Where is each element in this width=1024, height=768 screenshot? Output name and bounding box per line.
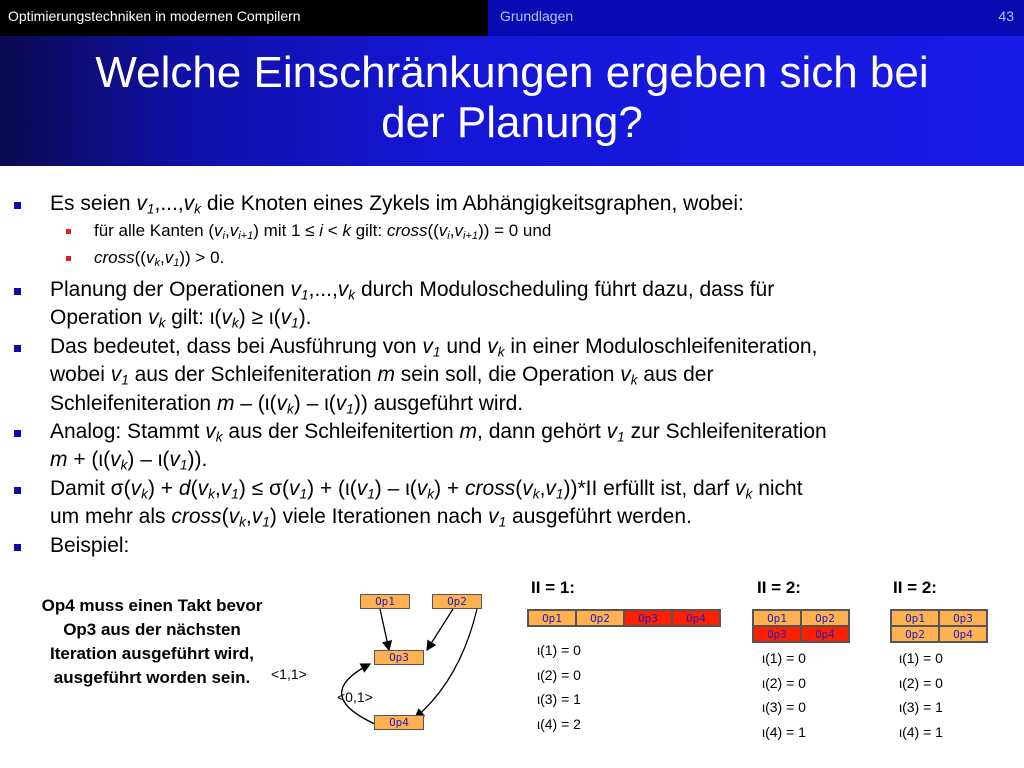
edge-label-0-1: <0,1> (337, 689, 373, 705)
schedule-2-cell: Op3 (753, 626, 801, 642)
course-title: Optimierungstechniken in modernen Compilern (0, 0, 488, 36)
graph-node-op1: Op1 (360, 594, 410, 609)
schedule-3-cell: Op3 (939, 610, 987, 626)
bullet-1b: $cross((v_k,v_1)) > 0$. (10, 247, 1010, 274)
iota-value: ι(2) = 0 (762, 674, 806, 691)
graph-node-op2: Op2 (432, 594, 482, 609)
title-line-2: der Planung? (381, 98, 643, 147)
bullet-1: Es seien $v_1,...,v_k$ die Knoten eines Zykels im Abhängigkeitsgraphen, wobei: (10, 192, 1010, 220)
schedule-3-table (890, 609, 988, 643)
bullet-6: Beispiel: (10, 534, 1010, 557)
iota-value: ι(4) = 1 (899, 723, 943, 740)
dependency-graph (255, 580, 515, 750)
chapter-label: Grundlagen (500, 8, 574, 24)
edge-op1-op3 (380, 609, 389, 650)
graph-node-op4: Op4 (374, 715, 424, 730)
iota-value: ι(3) = 0 (762, 699, 806, 715)
title-line-1: Welche Einschränkungen ergeben sich bei (95, 48, 929, 97)
bullet-3: Das bedeutet, dass bei Ausführung von $v_1$ und $v_k$ in einer Moduloschleifeniteration, wobei $v_1$ aus der Schleifeniteration m sein soll, die Operation $v_k$ aus der Schleifeniteration m – $(\iota(v_k) - \iota(v_1))$ ausgeführt wird. (10, 335, 1010, 420)
iota-value: ι(3) = 1 (899, 699, 943, 715)
edge-op2-op4 (415, 609, 477, 718)
iota-value: ι(1) = 0 (537, 642, 581, 658)
page-number: 43 (998, 8, 1014, 24)
iota-value: ι(2) = 0 (537, 666, 581, 683)
schedule-3-cell: Op4 (939, 626, 987, 642)
schedule-1-cell: Op1 (528, 610, 576, 626)
iota-value: ι(3) = 1 (537, 691, 581, 707)
edge-label-1-1: <1,1> (271, 666, 307, 682)
schedule-2-label: II = 2: (757, 578, 801, 597)
schedule-1-cell: Op4 (672, 610, 720, 626)
chapter-title (488, 0, 1024, 36)
iota-value: ι(1) = 0 (762, 650, 806, 666)
schedule-3-iota (899, 646, 943, 744)
schedule-1-iota (537, 638, 581, 736)
graph-node-op3: Op3 (374, 650, 424, 665)
schedule-1-label: II = 1: (531, 578, 575, 597)
iota-value: ι(4) = 1 (762, 723, 806, 740)
slide-content (10, 192, 1010, 557)
bullet-5: Damit $\sigma(v_k) + d(v_k,v_1) \le \sigma(v_1) + (\iota(v_1) - \iota(v_k)$ + $cross(v_k,v_1))*II$ erfüllt ist, darf $v_k$ nicht um mehr als $cross(v_k,v_1)$ viele Iterationen nach $v_1$ ausgeführt werden. (10, 477, 1010, 534)
header-bar (0, 0, 1024, 36)
bullet-2: Planung der Operationen $v_1,...,v_k$ durch Moduloscheduling führt dazu, dass für Operation $v_k$ gilt: $\iota(v_k) \ge \iota(v_1)$. (10, 278, 1010, 335)
schedule-2-cell: Op1 (753, 610, 801, 626)
iota-value: ι(1) = 0 (899, 650, 943, 666)
example-note: Op4 muss einen Takt bevor Op3 aus der nächsten Iteration ausgeführt wird, ausgeführt worden sein. (41, 596, 263, 687)
schedule-1-table (527, 609, 721, 627)
schedule-2-table (752, 609, 850, 643)
title-band (0, 36, 1024, 166)
schedule-3-label: II = 2: (893, 578, 937, 597)
iota-value: ι(2) = 0 (899, 674, 943, 691)
edge-op2-op3 (427, 609, 453, 650)
schedule-3-cell: Op1 (891, 610, 939, 626)
schedule-1-cell: Op3 (624, 610, 672, 626)
bullet-1a: für alle Kanten $(v_i,v_{i+1})$ mit 1 ≤ i < k gilt: $cross((v_i,v_{i+1})) = 0$ und (10, 220, 1010, 247)
iota-value: ι(4) = 2 (537, 715, 581, 732)
schedule-2-iota (762, 646, 806, 744)
schedule-2-cell: Op2 (801, 610, 849, 626)
bullet-4: Analog: Stammt $v_k$ aus der Schleifenitertion m, dann gehört $v_1$ zur Schleifeniteration $m + (\iota(v_k) - \iota(v_1))$. (10, 420, 1010, 477)
schedule-1-cell: Op2 (576, 610, 624, 626)
schedule-3-cell: Op2 (891, 626, 939, 642)
slide-title (0, 36, 1024, 148)
schedule-2-cell: Op4 (801, 626, 849, 642)
